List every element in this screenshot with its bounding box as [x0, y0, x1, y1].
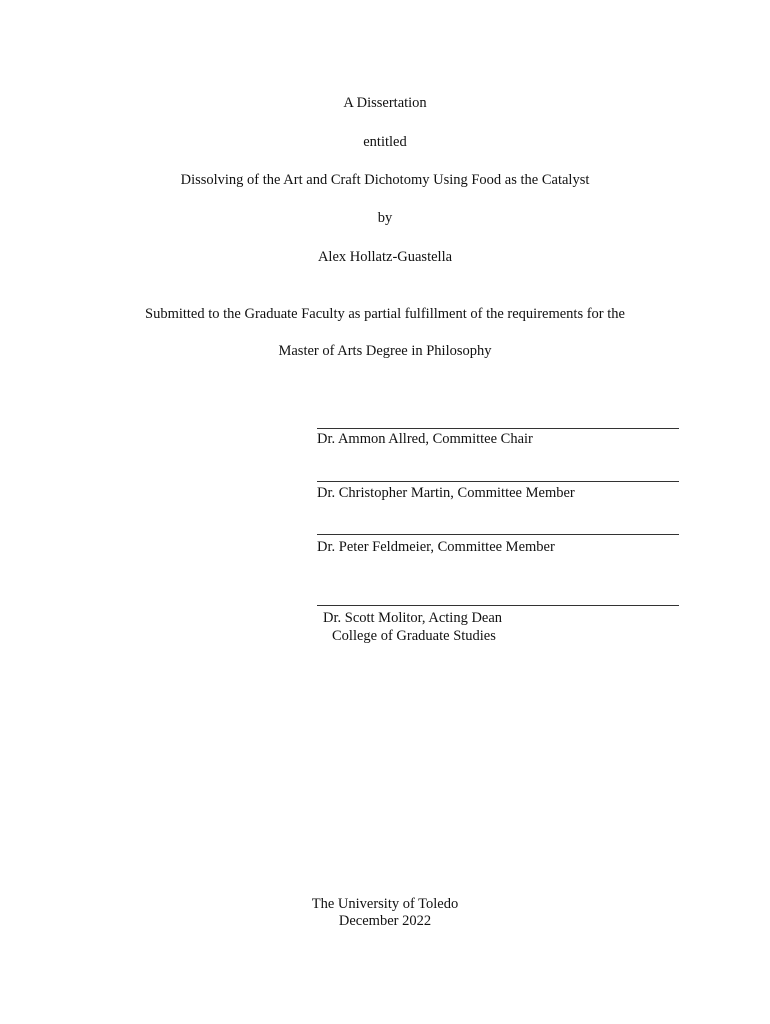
committee-member-1-signature: Dr. Christopher Martin, Committee Member	[317, 485, 575, 501]
dissertation-title: Dissolving of the Art and Craft Dichotomy Using Food as the Catalyst	[180, 172, 590, 188]
entitled-label: entitled	[363, 134, 407, 150]
committee-chair-signature: Dr. Ammon Allred, Committee Chair	[317, 431, 533, 447]
signature-line-dean	[317, 605, 679, 606]
dean-college: College of Graduate Studies	[332, 628, 496, 644]
signature-line-member-1	[317, 481, 679, 482]
submission-date: December 2022	[338, 913, 432, 929]
by-label: by	[377, 210, 393, 226]
degree-name: Master of Arts Degree in Philosophy	[278, 343, 492, 359]
document-type: A Dissertation	[343, 95, 427, 111]
dean-signature: Dr. Scott Molitor, Acting Dean	[323, 610, 503, 626]
signature-line-chair	[317, 428, 679, 429]
author-name: Alex Hollatz-Guastella	[317, 249, 453, 265]
committee-member-2-signature: Dr. Peter Feldmeier, Committee Member	[317, 539, 555, 555]
submission-statement: Submitted to the Graduate Faculty as partial fulfillment of the requirements for the	[145, 306, 625, 322]
signature-line-member-2	[317, 534, 679, 535]
university-name: The University of Toledo	[311, 896, 459, 912]
